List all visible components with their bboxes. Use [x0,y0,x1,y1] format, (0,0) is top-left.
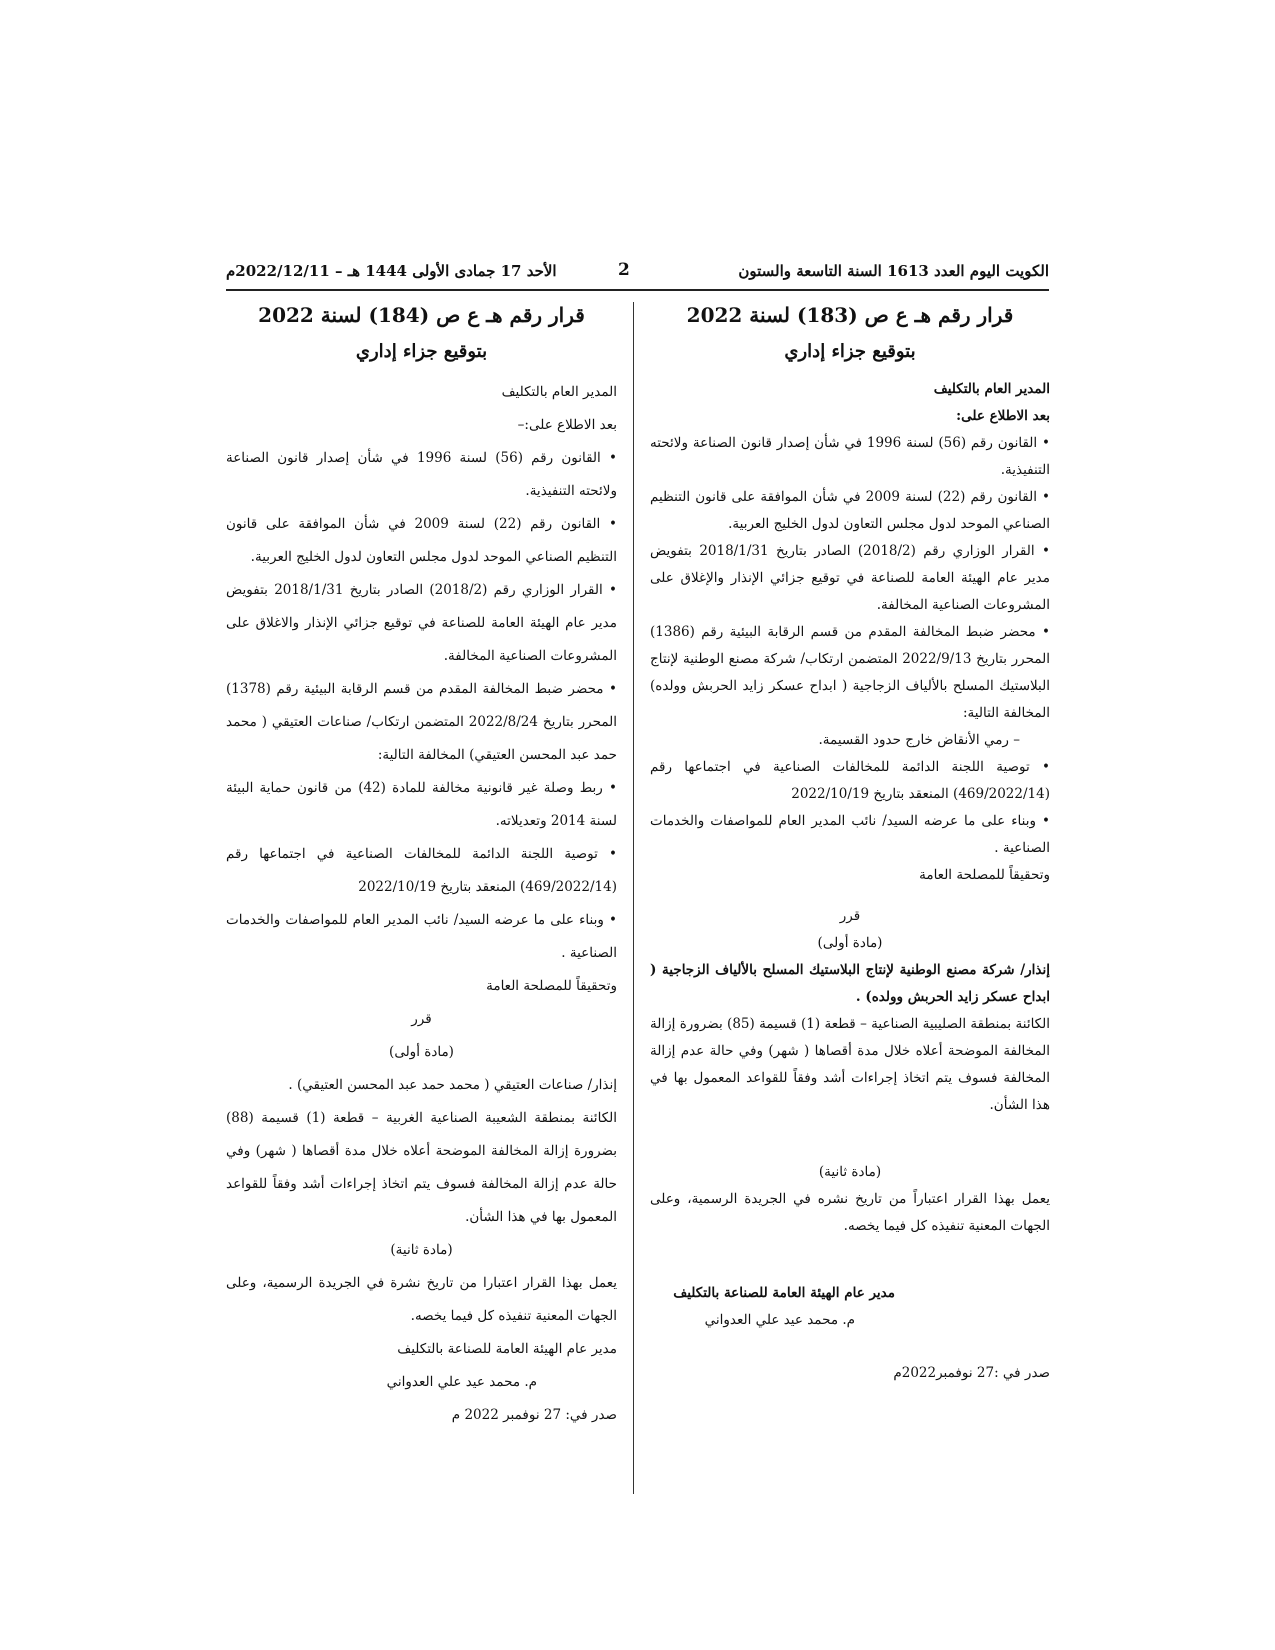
page-header [226,258,1049,288]
public-interest: وتحقيقاً للمصلحة العامة [486,978,617,994]
issuer: المدير العام بالتكليف [933,381,1050,397]
reference-item: • القانون رقم (22) لسنة 2009 في شأن الموافقة على قانون التنظيم الصناعي الموحد لدول مجلس التعاون لدول الخليج العربية. [650,484,1050,538]
decision-184-column [226,303,617,1432]
reference-item: • محضر ضبط المخالفة المقدم من قسم الرقابة البيئية رقم (1378) المحرر بتاريخ 2022/8/24 المتضمن ارتكاب/ صناعات العتيقي ( محمد حمد عبد المحسن العتيقي) المخالفة التالية: [226,673,617,772]
after-review: بعد الاطلاع على: [956,408,1050,424]
decision-title: قرار رقم هـ ع ص (184) لسنة 2022 [258,303,585,327]
header-date: الأحد 17 جمادى الأولى 1444 هـ – 2022/12/11م [226,262,557,280]
issuer: المدير العام بالتكليف [501,384,617,400]
column-divider [633,302,634,1494]
reference-item: • القانون رقم (56) لسنة 1996 في شأن إصدار قانون الصناعة ولائحته التنفيذية. [226,442,617,508]
issue-date: صدر في :27 نوفمبر2022م [893,1365,1050,1381]
article-2-text: يعمل بهذا القرار اعتبارا من تاريخ نشرة في الجريدة الرسمية، وعلى الجهات المعنية تنفيذه كل فيما يخصه. [226,1275,617,1324]
decision-title: قرار رقم هـ ع ص (183) لسنة 2022 [686,303,1014,327]
reference-item: • القرار الوزاري رقم (2018/2) الصادر بتاريخ 2018/1/31 بتفويض مدير عام الهيئة العامة للصناعة في توقيع جزائي الإنذار والإغلاق على المشروعات الصناعية المخالفة. [650,538,1050,619]
location-text: الكائنة بمنطقة الصليبية الصناعية – قطعة (1) قسيمة (85) بضرورة إزالة المخالفة الموضحة أعلاه خلال مدة أقصاها ( شهر) وفي حالة عدم إزالة المخالفة فسوف يتم اتخاذ إجراءات أشد وفقاً للقواعد المعمول بها في هذا الشأن. [650,1016,1051,1113]
signatory-title: مدير عام الهيئة العامة للصناعة بالتكليف [673,1285,895,1301]
article-2-heading: (مادة ثانية) [818,1164,882,1180]
article-1-heading: (مادة أولى) [389,1044,454,1060]
public-interest: وتحقيقاً للمصلحة العامة [919,867,1050,883]
warning-text: إنذار/ شركة مصنع الوطنية لإنتاج البلاستيك المسلح بالألياف الزجاجية ( ابداح عسكر زايد الحربش وولده) . [650,962,1050,1005]
reference-item: • القانون رقم (56) لسنة 1996 في شأن إصدار قانون الصناعة ولائحته التنفيذية. [650,430,1050,484]
violation-item: – رمي الأنقاض خارج حدود القسيمة. [818,732,1020,748]
header-page-number: 2 [618,260,630,280]
article-1-heading: (مادة أولى) [817,935,883,951]
location-text: الكائنة بمنطقة الشعيبة الصناعية الغربية – قطعة (1) قسيمة (88) بضرورة إزالة المخالفة الموضحة أعلاه خلال مدة أقصاها ( شهر) وفي حالة عدم إزالة المخالفة فسوف يتم اتخاذ إجراءات أشد وفقاً للقواعد المعمول بها في هذا الشأن. [226,1110,617,1225]
decision-183-column [650,303,1050,1387]
header-rule [226,289,1049,291]
reference-item: • القرار الوزاري رقم (2018/2) الصادر بتاريخ 2018/1/31 بتفويض مدير عام الهيئة العامة للصناعة في توقيع جزائي الإنذار والاغلاق على المشروعات الصناعية المخالفة. [226,574,617,673]
reference-item: • توصية اللجنة الدائمة للمخالفات الصناعية في اجتماعها رقم (469/2022/14) المنعقد بتاريخ 2022/10/19 [650,754,1050,808]
reference-item: • محضر ضبط المخالفة المقدم من قسم الرقابة البيئية رقم (1386) المحرر بتاريخ 2022/9/13 المتضمن ارتكاب/ شركة مصنع الوطنية لإنتاج البلاستيك المسلح بالألياف الزجاجية ( ابداح عسكر زايد الحربش وولده) المخالفة التالية: [650,619,1050,727]
decision-subtitle: بتوقيع جزاء إداري [784,341,916,362]
warning-text: إنذار/ صناعات العتيقي ( محمد حمد عبد المحسن العتيقي) . [288,1077,617,1093]
decided-heading: قرر [411,1011,432,1027]
issue-date: صدر في: 27 نوفمبر 2022 م [451,1407,617,1423]
decision-subtitle: بتوقيع جزاء إداري [355,341,488,362]
violation-item: • ربط وصلة غير قانونية مخالفة للمادة (42) من قانون حماية البيئة لسنة 2014 وتعديلاته. [226,772,617,838]
signatory-name: م. محمد عيد علي العدواني [704,1312,855,1328]
reference-item: • وبناء على ما عرضه السيد/ نائب المدير العام للمواصفات والخدمات الصناعية . [226,904,617,970]
reference-item: • توصية اللجنة الدائمة للمخالفات الصناعية في اجتماعها رقم (469/2022/14) المنعقد بتاريخ 2022/10/19 [226,838,617,904]
signatory-title: مدير عام الهيئة العامة للصناعة بالتكليف [397,1341,617,1357]
article-2-heading: (مادة ثانية) [390,1242,453,1258]
reference-item: • القانون رقم (22) لسنة 2009 في شأن الموافقة على قانون التنظيم الصناعي الموحد لدول مجلس التعاون لدول الخليج العربية. [226,508,617,574]
header-publication-info: الكويت اليوم العدد 1613 السنة التاسعة والستون [738,262,1049,280]
reference-item: • وبناء على ما عرضه السيد/ نائب المدير العام للمواصفات والخدمات الصناعية . [650,808,1050,862]
after-review: بعد الاطلاع على:– [517,417,617,433]
decided-heading: قرر [839,908,861,924]
article-2-text: يعمل بهذا القرار اعتباراً من تاريخ نشره في الجريدة الرسمية، وعلى الجهات المعنية تنفيذه كل فيما يخصه. [650,1191,1050,1234]
signatory-name: م. محمد عيد علي العدواني [386,1374,537,1390]
